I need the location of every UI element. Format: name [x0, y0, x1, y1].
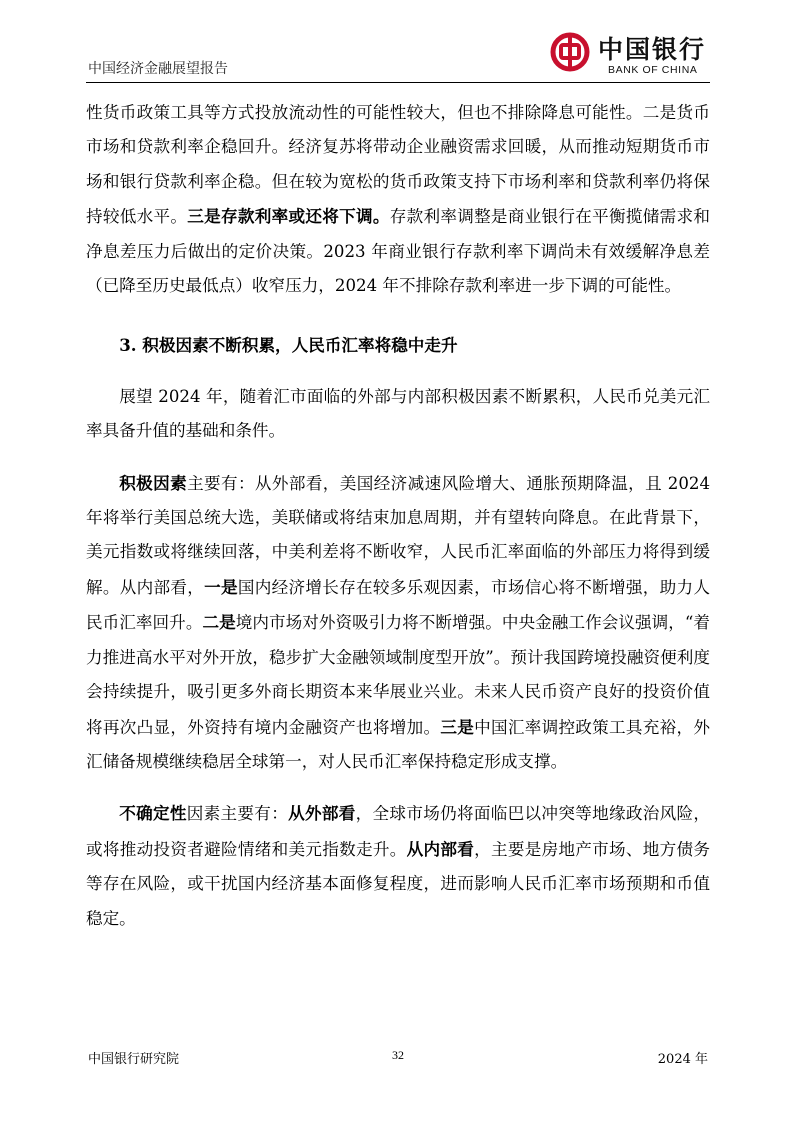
logo-english-name: BANK OF CHINA [608, 64, 698, 76]
text-run: 性货币政策工具等方式投放流动性的可能性较大，但也不排除降息可能性。二是货币市场和贷款利率企稳回升。 [86, 103, 710, 157]
text-run: ，全球市场仍将面临巴以冲突等地缘政治风险，或将推动投资者避险情绪和美元指数走升。 [86, 804, 711, 859]
section-heading: 3. 积极因素不断积累，人民币汇率将稳中走升 [119, 335, 458, 356]
logo-chinese-name: 中国银行 [598, 35, 707, 64]
footer-institute: 中国银行研究院 [88, 1052, 180, 1067]
bold-text-run: 积极因素 [119, 472, 188, 493]
text-run: 存款利率调整是商业银行在平衡揽储需求和净息差压力后做出的定价决策。2023 年商业银行存款利率下调尚未有效缓解净息差（已降至历史最低点）收窄压力，2024 年不排除存款利率进一步下调的可能性。 [86, 207, 710, 296]
bold-text-run: 三是 [440, 716, 475, 737]
bold-text-run: 二是 [202, 612, 236, 633]
paragraph-outlook: 展望 2024 年，随着汇市面临的外部与内部积极因素不断累积，人民币兑美元汇率具备升值的基础和条件。 [86, 386, 710, 441]
footer-year: 2024 年 [657, 1052, 708, 1067]
bold-text-run: 从外部看 [288, 803, 356, 824]
paragraph-uncertain-factors [86, 796, 710, 936]
text-run: 国内经济增长存在较多乐观因素，市场信心将不断增强，助力人民币汇率回升。 [86, 577, 711, 633]
text-run: 因素主要有： [186, 804, 289, 824]
page-number: 32 [392, 1048, 404, 1062]
page-header [86, 30, 710, 80]
text-run: 中国汇率调控政策工具充裕，外汇储备规模继续稳居全球第一，对人民币汇率保持稳定形成支撑。 [86, 717, 711, 771]
bank-of-china-logo [550, 30, 708, 78]
paragraph-positive-factors [86, 466, 710, 780]
paragraph-interest-rates [86, 96, 710, 303]
bold-text-run: 从内部看 [406, 838, 475, 859]
bold-text-run: 三是存款利率或还将下调。 [187, 206, 390, 227]
report-title: 中国经济金融展望报告 [88, 61, 228, 77]
text-run: 主要有：从外部看，美国经济减速风险增大、通胀预期降温，且 2024 年将举行美国总统大选，美联储或将结束加息周期，并有望转向降息。在此背景下，美元指数或将继续回落，中美利差将不断收窄，人民币汇率面临的外部压力将得到缓解。从内部看， [86, 473, 710, 597]
text-run: 境内市场对外资吸引力将不断增强。中央金融工作会议强调，“着力推进高水平对外开放，稳步扩大金融领域制度型开放”。预计我国跨境投融资便利度会持续提升，吸引更多外商长期资本来华展业兴业。未来人民币资产良好的投资价值将再次凸显，外资持有境内金融资产也将增加。 [86, 613, 711, 737]
document-body [86, 96, 710, 936]
bold-text-run: 一是 [204, 576, 238, 597]
text-run: 经济复苏将带动企业融资需求回暖，从而推动短期货币市场和银行贷款利率企稳。但在较为宽松的货币政策支持下市场利率和贷款利率仍将保持较低水平。 [86, 137, 710, 227]
bold-text-run: 不确定性 [119, 803, 187, 824]
text-run: ，主要是房地产市场、地方债务等存在风险，或干扰国内经济基本面修复程度，进而影响人民币汇率市场预期和币值稳定。 [86, 839, 711, 928]
header-divider [86, 82, 710, 83]
bank-of-china-emblem-icon [550, 32, 590, 72]
